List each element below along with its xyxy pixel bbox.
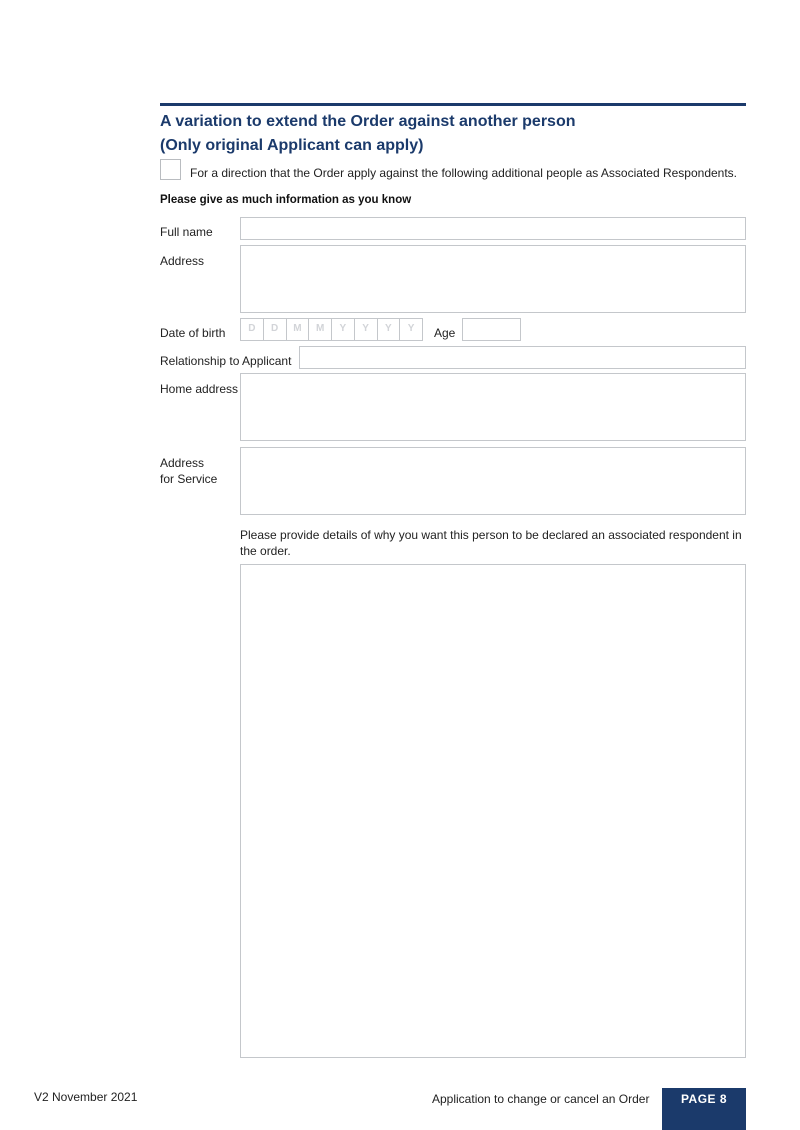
- address-field[interactable]: [240, 245, 746, 313]
- dob-year-digit[interactable]: Y: [354, 318, 378, 341]
- service-address-label-line1: Address: [160, 456, 205, 470]
- page-number-badge: PAGE 8: [662, 1088, 746, 1130]
- section-top-rule: [160, 103, 746, 106]
- relationship-field[interactable]: [299, 346, 746, 369]
- dob-month-digit[interactable]: M: [286, 318, 310, 341]
- section-title: A variation to extend the Order against another person: [160, 113, 576, 130]
- details-textarea[interactable]: [240, 564, 746, 1058]
- full-name-field[interactable]: [240, 217, 746, 240]
- service-address-label-line2: for Service: [160, 472, 218, 486]
- dob-day-digit[interactable]: D: [263, 318, 287, 341]
- relationship-label: Relationship to Applicant: [160, 354, 292, 368]
- service-address-field[interactable]: [240, 447, 746, 515]
- address-label: Address: [160, 254, 205, 268]
- dob-year-digit[interactable]: Y: [331, 318, 355, 341]
- dob-label: Date of birth: [160, 326, 226, 340]
- checkbox-label: For a direction that the Order apply against the following additional people as Associated Respondents.: [190, 166, 738, 180]
- dob-year-digit[interactable]: Y: [377, 318, 401, 341]
- dob-day-digit[interactable]: D: [240, 318, 264, 341]
- instruction-text: Please give as much information as you know: [160, 194, 412, 206]
- home-address-field[interactable]: [240, 373, 746, 441]
- dob-month-digit[interactable]: M: [308, 318, 332, 341]
- footer-version: V2 November 2021: [34, 1090, 138, 1104]
- age-label: Age: [434, 326, 456, 340]
- full-name-label: Full name: [160, 225, 213, 239]
- details-prompt: Please provide details of why you want this person to be declared an associated respondent in the order.: [240, 528, 742, 558]
- footer-doc-title: Application to change or cancel an Order: [432, 1092, 650, 1106]
- dob-field[interactable]: [240, 318, 423, 341]
- associated-respondents-checkbox[interactable]: [160, 159, 181, 180]
- dob-year-digit[interactable]: Y: [399, 318, 423, 341]
- home-address-label: Home address: [160, 382, 239, 396]
- age-field[interactable]: [462, 318, 521, 341]
- section-subtitle: (Only original Applicant can apply): [160, 137, 424, 154]
